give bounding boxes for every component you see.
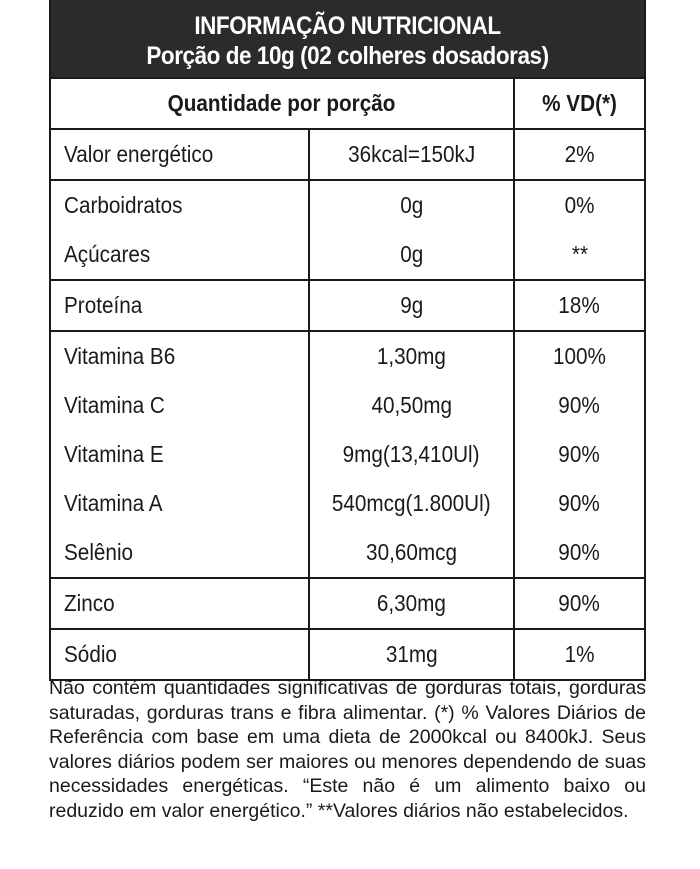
table-row	[51, 430, 644, 479]
nutrient-name: Vitamina A	[64, 490, 163, 516]
nutrient-amount: 540mcg(1.800Ul)	[309, 479, 514, 528]
nutrient-dv: 1%	[514, 629, 644, 679]
nutrient-amount: 40,50mg	[309, 381, 514, 430]
nutrient-dv: 90%	[558, 441, 601, 467]
nutrition-facts-table	[49, 0, 646, 681]
serving-size: Porção de 10g (02 colheres dosadoras)	[146, 42, 549, 70]
nutrient-amount: 1,30mg	[309, 331, 514, 381]
nutrient-dv: 100%	[514, 331, 644, 381]
nutrient-name: Sódio	[51, 629, 309, 679]
table-row	[51, 180, 644, 230]
nutrient-amount: 9mg(13,410Ul)	[309, 430, 514, 479]
table-row	[51, 230, 644, 280]
nutrient-dv: 90%	[558, 490, 601, 516]
table-row	[51, 578, 644, 629]
nutrient-name: Selênio	[64, 539, 134, 565]
nutrient-dv: 90%	[514, 578, 644, 629]
column-header-quantity: Quantidade por porção	[51, 78, 514, 129]
nutrient-name: Vitamina B6	[51, 331, 309, 381]
nutrient-name: Valor energético	[64, 141, 214, 167]
nutrient-dv: 18%	[514, 280, 644, 331]
nutrient-amount: 6,30mg	[309, 578, 514, 629]
footnote-text: Não contém quantidades significativas de gorduras totais, gorduras saturadas, gorduras trans e fibra alimentar. (*) % Valores Diários de Referência com base em uma dieta de 2000kcal ou 8400kJ. Seus valores diários podem ser maiores ou menores dependendo de suas necessidades energéticas. “Este não é um alimento baixo ou reduzido em valor energético.” **Valores diários não estabelecidos.	[49, 677, 646, 822]
table-row	[51, 528, 644, 578]
nutrient-dv: 90%	[558, 392, 601, 418]
table-row	[51, 381, 644, 430]
nutrient-name: Zinco	[51, 578, 309, 629]
nutrient-dv: 0%	[514, 180, 644, 230]
nutrient-name: Proteína	[51, 280, 309, 331]
table-title: INFORMAÇÃO NUTRICIONAL	[194, 12, 501, 40]
column-header-dv: % VD(*)	[514, 78, 644, 129]
nutrient-name: Vitamina E	[64, 441, 164, 467]
table-row	[51, 129, 644, 180]
table-row	[51, 280, 644, 331]
column-header-row	[51, 78, 644, 129]
nutrient-dv: **	[571, 241, 588, 267]
nutrient-name: Açúcares	[64, 241, 151, 267]
nutrient-name: Carboidratos	[51, 180, 309, 230]
table-row	[51, 629, 644, 679]
table-header	[51, 0, 644, 77]
nutrient-name: Vitamina C	[64, 392, 165, 418]
nutrient-table	[51, 77, 644, 679]
nutrient-dv: 90%	[558, 539, 601, 565]
nutrient-amount: 31mg	[309, 629, 514, 679]
nutrient-amount: 30,60mcg	[309, 528, 514, 578]
table-row	[51, 479, 644, 528]
nutrient-amount: 0g	[309, 230, 514, 280]
table-row	[51, 331, 644, 381]
nutrient-dv: 2%	[564, 141, 595, 167]
nutrient-amount: 36kcal=150kJ	[309, 129, 514, 180]
nutrient-amount: 9g	[309, 280, 514, 331]
nutrient-amount: 0g	[309, 180, 514, 230]
